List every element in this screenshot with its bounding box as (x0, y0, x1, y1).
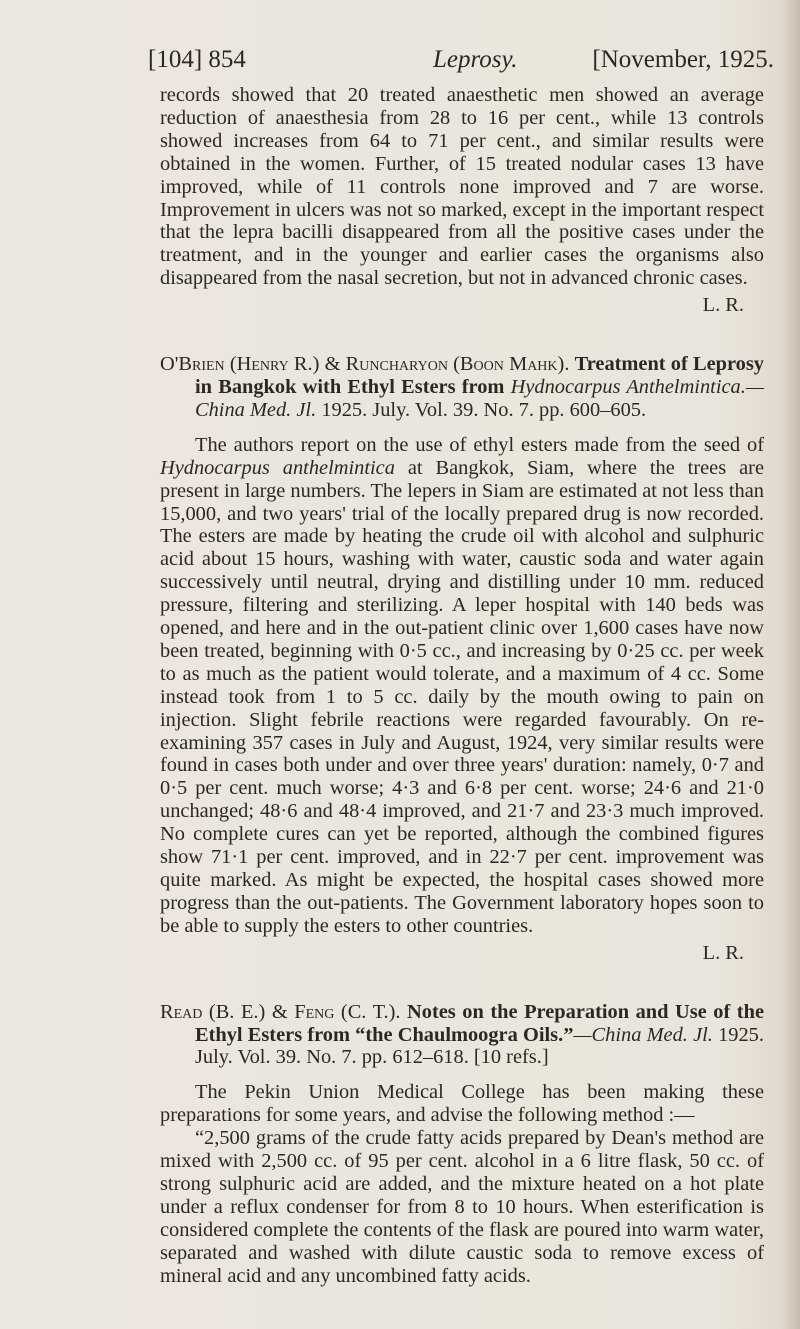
citation-species: Hydnocarpus Anthelmintica. (510, 375, 746, 398)
page-number: [104] 854 (148, 46, 246, 73)
issue-date: [November, 1925. (592, 46, 774, 73)
running-header (148, 46, 774, 82)
abstract-body: The Pekin Union Medical College has been making these preparations for some years, and advise the following method :— (160, 1081, 764, 1127)
citation (160, 1001, 764, 1070)
abstract-continued (160, 84, 764, 317)
citation-authors: Read (B. E.) & Feng (C. T.). (160, 1000, 401, 1023)
citation-details: 1925. July. Vol. 39. No. 7. pp. 600–605. (321, 398, 647, 421)
page-edge-shadow (782, 0, 800, 1329)
abstract-read (160, 1001, 764, 1288)
abstract-body-species: Hydnocarpus anthelmintica (160, 456, 395, 479)
page-body (160, 84, 764, 1288)
reviewer-signature: L. R. (702, 294, 744, 317)
abstract-body: records showed that 20 treated anaesthetic men showed an average reduction of anaesthesia from 28 to 16 per cent., while 13 controls showed increases from 64 to 71 per cent., and similar results were obtained in the women. Further, of 15 treated nodular cases 13 have improved, while of 11 controls none improved and 7 are worse. Improvement in ulcers was not so marked, except in the important respect that the lepra bacilli disappeared from all the positive cases under the treatment, and in the younger and earlier cases the organisms also disappeared from the nasal secretion, but not in advanced chronic cases. (160, 84, 764, 290)
citation-authors: O'Brien (Henry R.) & Runcharyon (Boon Mahk). (160, 353, 570, 376)
abstract-obrien (160, 353, 764, 965)
section-title: Leprosy. (433, 46, 518, 73)
citation (160, 353, 764, 422)
citation-details: 1925. July. Vol. 39. No. 7. pp. 612–618. [10 refs.] (195, 1023, 764, 1069)
reviewer-signature: L. R. (702, 941, 744, 964)
abstract-body (160, 434, 764, 938)
citation-title: Treatment of Leprosy in Bangkok with Ethyl Esters from (195, 353, 764, 398)
citation-title: Notes on the Preparation and Use of the Ethyl Esters from “the Chaulmoogra Oils.” (195, 1000, 764, 1046)
citation-journal: —China Med. Jl. (573, 1023, 713, 1046)
citation-journal: —China Med. Jl. (195, 375, 764, 421)
abstract-body-intro: The authors report on the use of ethyl esters made from the seed of (195, 433, 764, 456)
abstract-body-text: at Bangkok, Siam, where the trees are present in large numbers. The lepers in Siam are estimated at not less than 15,000, and two years' trial of the locally prepared drug is now recorded. The esters are made by heating the crude oil with alcohol and sulphuric acid about 15 hours, washing with water, caustic soda and water again successively until neutral, drying and distilling under 10 mm. reduced pressure, filtering and sterilizing. A leper hospital with 140 beds was opened, and here and in the out-patient clinic over 1,600 cases have now been treated, beginning with 0·5 cc., and increasing by 0·25 cc. per week to as much as the patient would tolerate, and a maximum of 4 cc. Some instead took from 1 to 5 cc. daily by the mouth owing to pain on injection. Slight febrile reactions were regarded favourably. On re-examining 357 cases in July and August, 1924, very similar results were found in cases both under and over three years' duration: namely, 0·7 and 0·5 per cent. much worse; 4·3 and 6·8 per cent. worse; 24·6 and 21·0 unchanged; 48·6 and 48·4 improved, and 21·7 and 23·3 much improved. No complete cures can yet be reported, although the combined figures show 71·1 per cent. improved, and in 22·7 per cent. improvement was quite marked. As might be expected, the hospital cases showed more progress than the out-patients. The Government laboratory hopes soon to be able to supply the esters to other countries. (160, 456, 765, 937)
quoted-method: “2,500 grams of the crude fatty acids prepared by Dean's method are mixed with 2,500 cc. of 95 per cent. alcohol in a 6 litre flask, 50 cc. of strong sulphuric acid are added, and the mixture heated on a hot plate under a reflux condenser for from 8 to 10 hours. When esterification is considered complete the contents of the flask are poured into warm water, separated and washed with dilute caustic soda to remove excess of mineral acid and any uncombined fatty acids. (160, 1127, 764, 1287)
